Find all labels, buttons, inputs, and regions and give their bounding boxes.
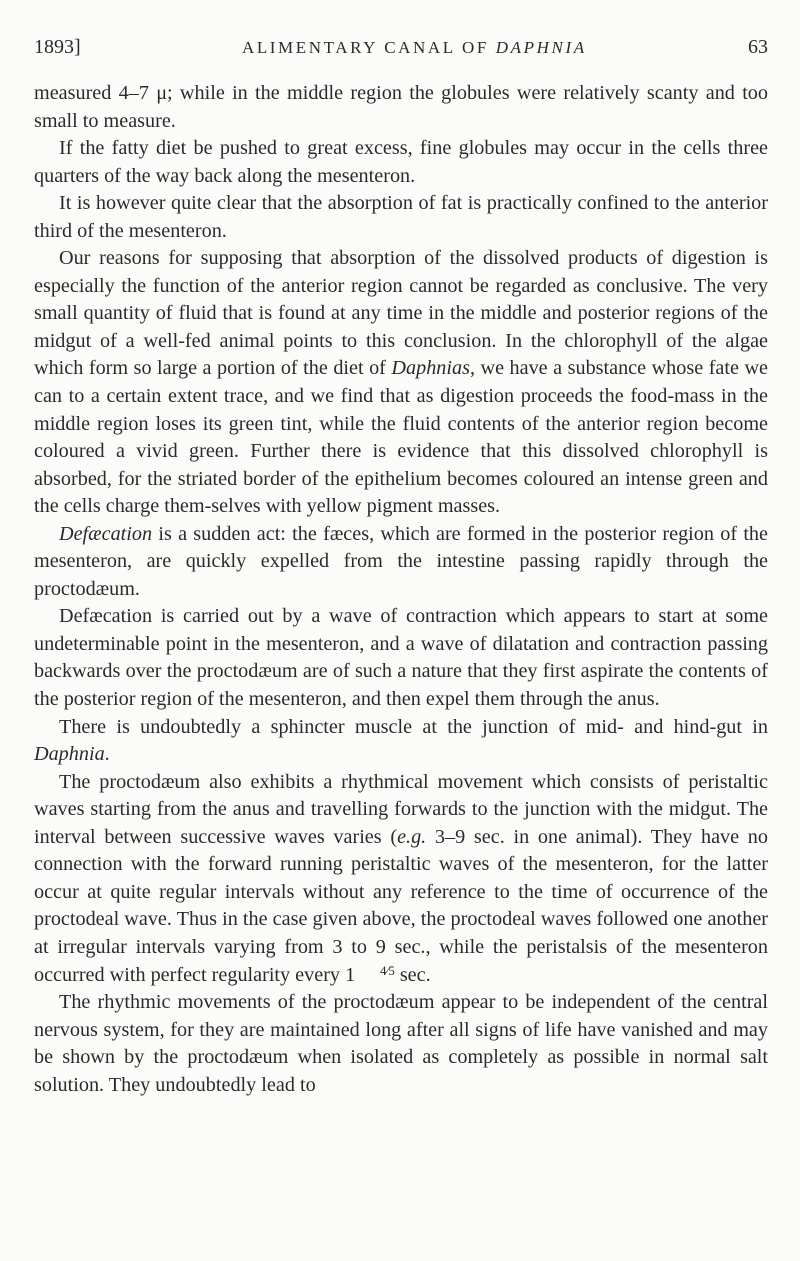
running-title: [242, 38, 587, 58]
text-segment: , we have a substance whose fate we can to a certain extent trace, and we find that as digestion proceeds the food-mass in the middle region loses its green tint, while the fluid contents of the anterior region become coloured a vivid green. Further there is evidence that this dissolved chlorophyll is absorbed, for the striated border of the epithelium becomes coloured an intense green and the cells charge them-selves with yellow pigment masses.: [34, 357, 768, 518]
text-segment: measured 4–7 μ; while in the middle region the globules were relatively scanty and too small to measure.: [34, 82, 768, 132]
italic-text: Defæcation: [59, 522, 153, 545]
running-header: [34, 36, 768, 66]
paragraph: [34, 521, 768, 604]
paragraph: [34, 190, 768, 245]
header-year: 1893]: [34, 36, 81, 58]
italic-text: Daphnias: [391, 357, 470, 380]
paragraph: [34, 989, 768, 1099]
paragraph: [34, 603, 768, 713]
text-segment: If the fatty diet be pushed to great excess, fine globules may occur in the cells three quarters of the way back along the mesenteron.: [34, 137, 768, 187]
book-page: [34, 36, 768, 1099]
text-segment: Defæcation is carried out by a wave of contraction which appears to start at some undeterminable point in the mesenteron, and a wave of dilatation and contraction passing backwards over the proctodæum are of such a nature that they first aspirate the contents of the posterior region of the mesenteron, and then expel them through the anus.: [34, 605, 768, 711]
paragraph: [34, 135, 768, 190]
paragraph: [34, 714, 768, 769]
text-segment: There is undoubtedly a sphincter muscle at the junction of mid- and hind-gut in: [59, 715, 768, 738]
paragraph: [34, 80, 768, 135]
text-segment: is a sudden act: the fæces, which are formed in the posterior region of the mesenteron, are quickly expelled from the intestine passing rapidly through the proctodæum.: [34, 522, 768, 600]
paragraph: [34, 769, 768, 989]
text-segment: The rhythmic movements of the proctodæum appear to be independent of the central nervous system, for they are maintained long after all signs of life have vanished and may be shown by the proctodæum when isolated as completely as possible in normal salt solution. They undoubtedly lead to: [34, 991, 768, 1096]
italic-text: e.g.: [397, 825, 427, 848]
text-segment: sec.: [394, 963, 431, 986]
italic-text: Daphnia: [34, 743, 105, 766]
paragraph: [34, 245, 768, 520]
body-text: [34, 80, 768, 1099]
fraction: 4⁄5: [380, 963, 395, 978]
page-number: 63: [747, 36, 768, 58]
text-segment: 3–9 sec. in one animal). They have no connection with the forward running peristaltic waves of the mesenteron, for the latter occur at quite regular intervals without any reference to the time of occurrence of the proctodeal wave. Thus in the case given above, the proctodeal waves followed one another at irregular intervals varying from 3 to 9 sec., while the peristalsis of the mesenteron occurred with perfect regularity every 1: [34, 825, 768, 986]
text-segment: Our reasons for supposing that absorption of the dissolved products of digestion is especially the function of the anterior region cannot be regarded as conclusive. The very small quantity of fluid that is found at any time in the middle and posterior regions of the midgut of a well-fed animal points to this conclusion. In the chlorophyll of the algae which form so large a portion of the diet of: [34, 247, 768, 380]
text-segment: It is however quite clear that the absorption of fat is practically confined to the anterior third of the mesenteron.: [34, 192, 768, 242]
text-segment: The proctodæum also exhibits a rhythmical movement which consists of peristaltic waves starting from the anus and travelling forwards to the junction with the midgut. The interval between successive waves varies (: [34, 770, 768, 848]
running-title-italic: DAPHNIA: [495, 38, 587, 57]
text-segment: .: [104, 743, 110, 766]
running-title-roman: ALIMENTARY CANAL OF: [241, 38, 496, 57]
